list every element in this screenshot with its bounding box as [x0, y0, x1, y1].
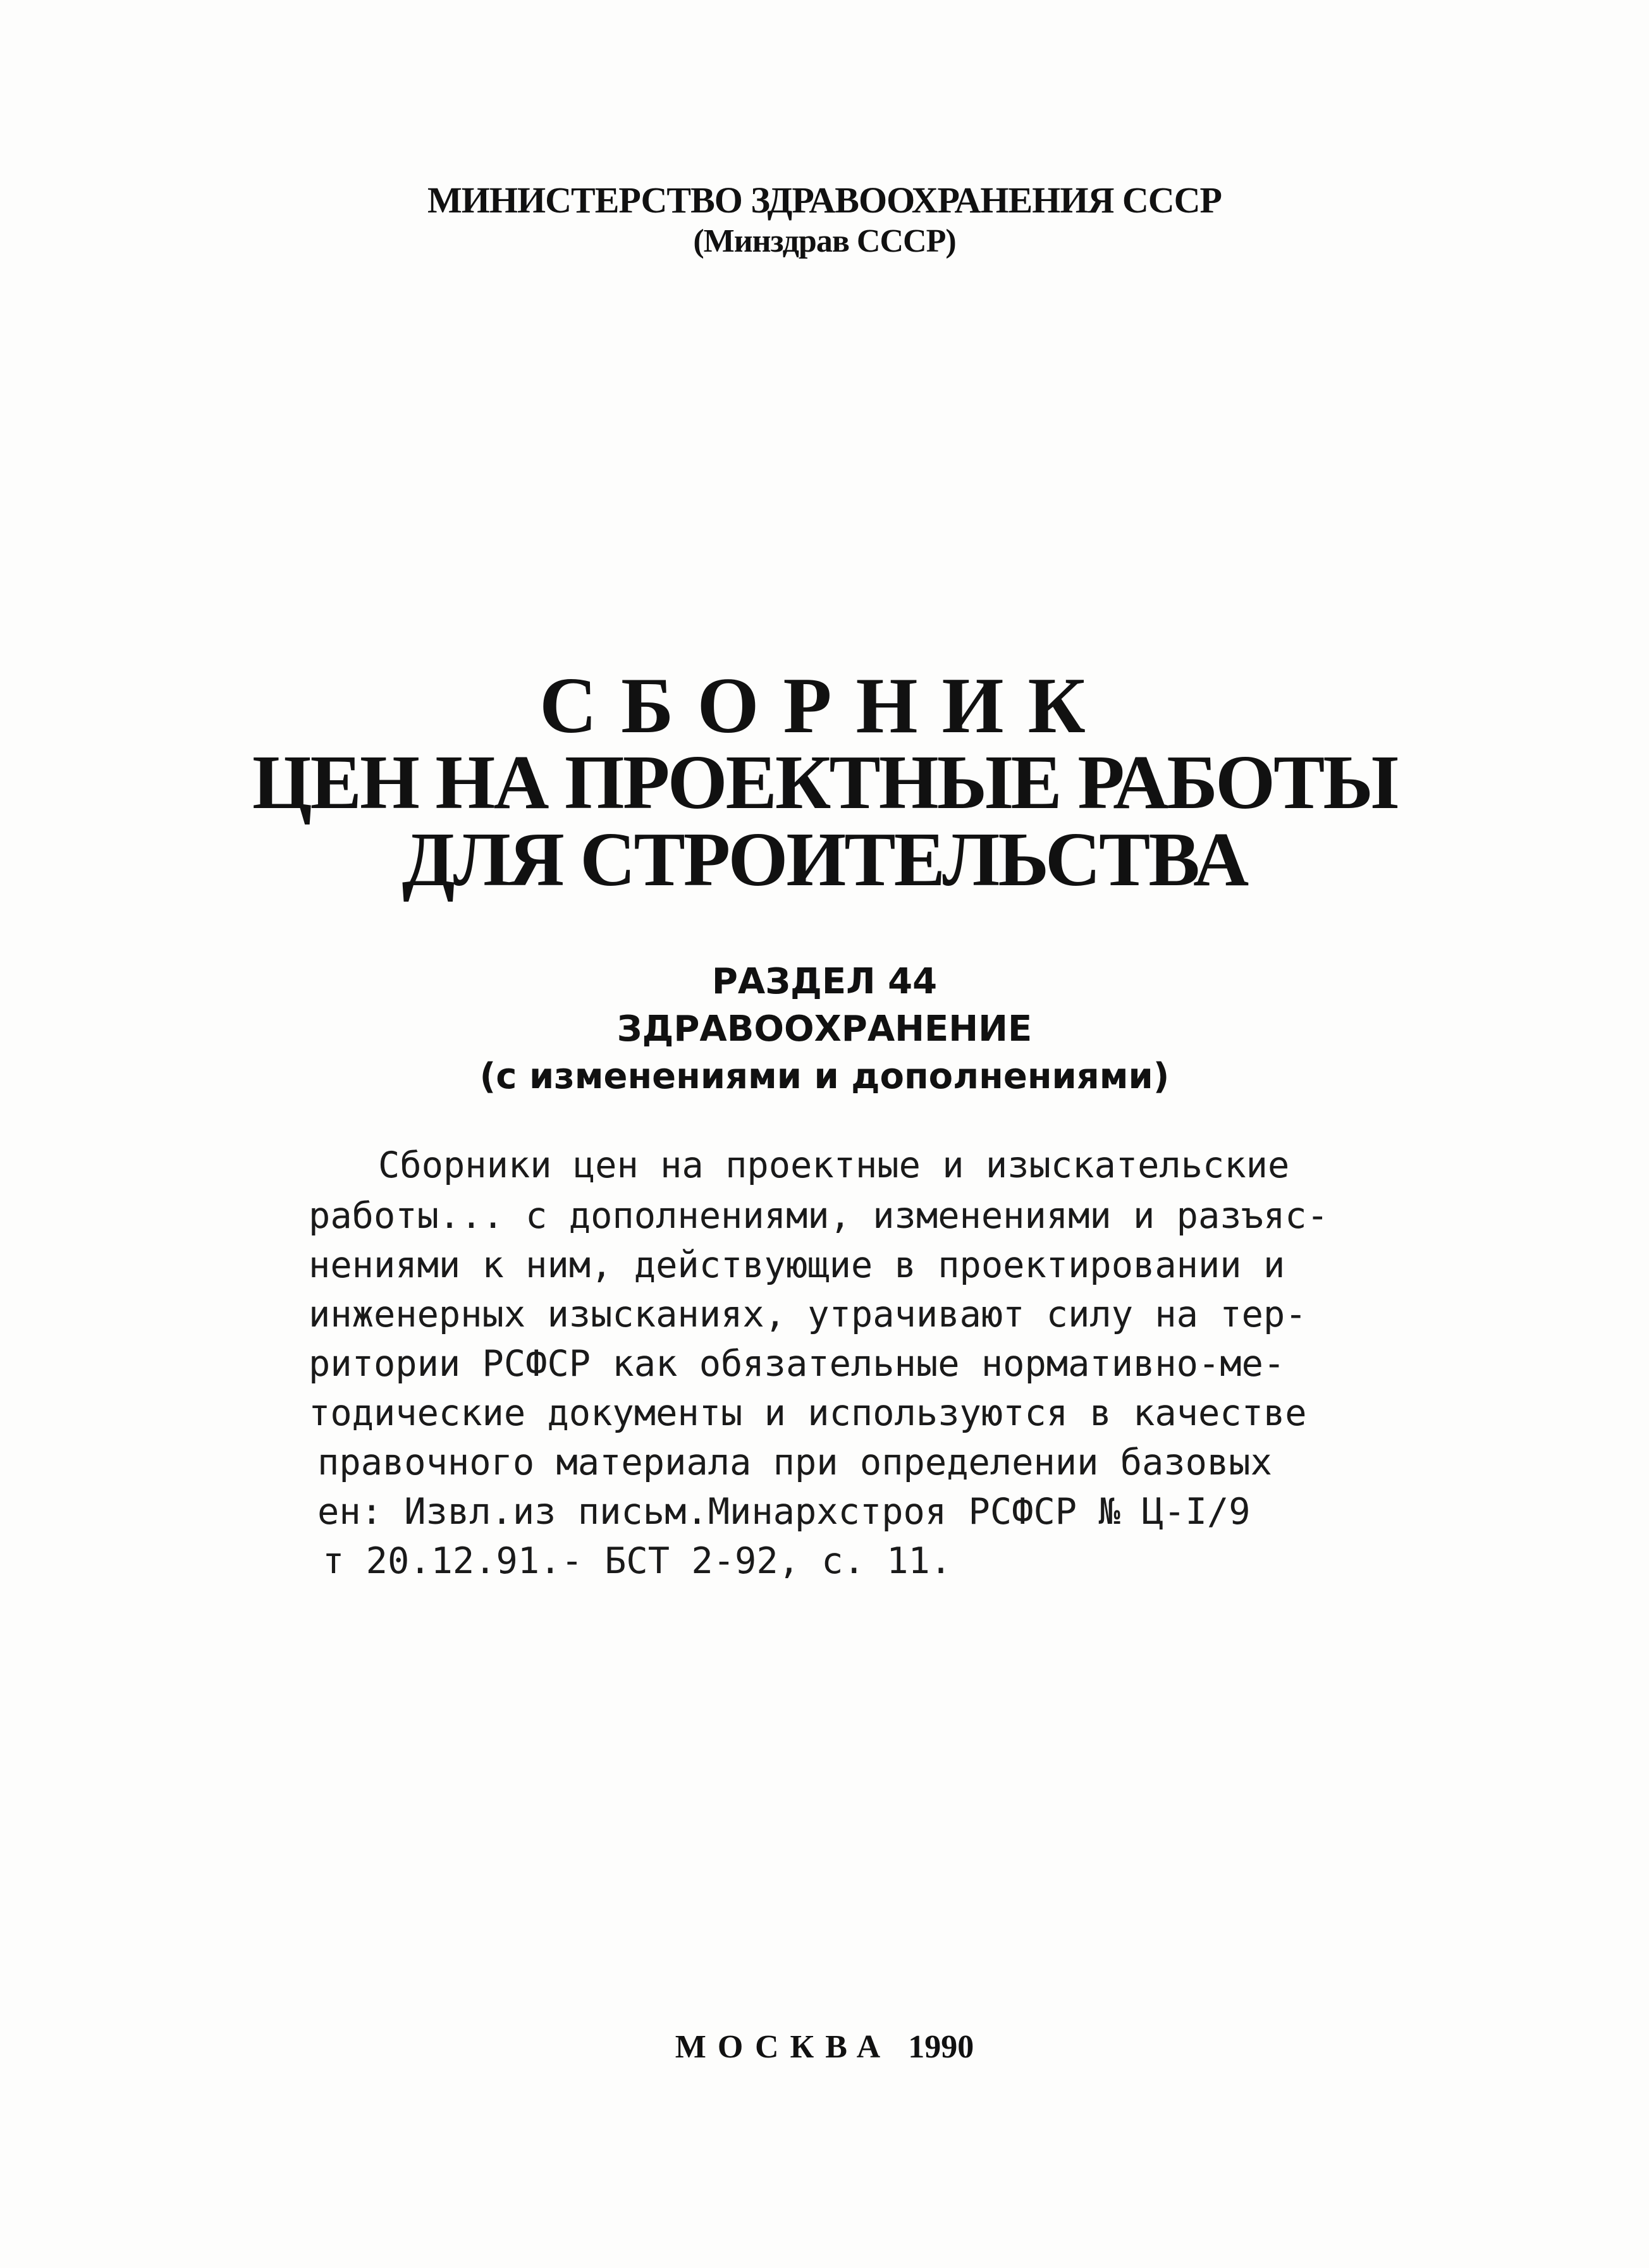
title-line-3: ДЛЯ СТРОИТЕЛЬСТВА	[402, 817, 1247, 902]
ministry-abbreviation: (Минздрав СССР)	[693, 223, 956, 259]
title-line-2: ЦЕН НА ПРОЕКТНЫЕ РАБОТЫ	[252, 740, 1397, 825]
imprint-year: 1990	[908, 2029, 974, 2065]
stamp-note-line: т 20.12.91.- БСТ 2-92, с. 11.	[322, 1540, 952, 1582]
section-note: (с изменениями и дополнениями)	[479, 1056, 1170, 1097]
title-line-1: СБОРНИК	[539, 662, 1110, 750]
imprint	[0, 2028, 1649, 2066]
stamp-note-line: ритории РСФСР как обязательные нормативно-ме-	[309, 1343, 1285, 1385]
stamp-note-line: ен: Извл.из письм.Минархстроя РСФСР № Ц-I/9	[317, 1491, 1251, 1533]
section-name: ЗДРАВООХРАНЕНИЕ	[616, 1008, 1033, 1050]
imprint-city: МОСКВА	[675, 2029, 892, 2065]
stamp-note-line: работы... с дополнениями, изменениями и разъяс-	[309, 1195, 1328, 1237]
ministry-name: МИНИСТЕРСТВО ЗДРАВООХРАНЕНИЯ СССР	[427, 180, 1222, 221]
stamp-note-line: нениями к ним, действующие в проектировании и	[309, 1244, 1285, 1286]
stamp-note-line: Сборники цен на проектные и изыскательские	[378, 1144, 1290, 1186]
stamp-note-line: правочного материала при определении базовых	[317, 1442, 1272, 1483]
stamp-note-line: инженерных изысканиях, утрачивают силу на тер-	[309, 1294, 1307, 1335]
section-number: РАЗДЕЛ 44	[711, 961, 938, 1002]
stamp-note-line: тодические документы и используются в качестве	[309, 1392, 1307, 1434]
